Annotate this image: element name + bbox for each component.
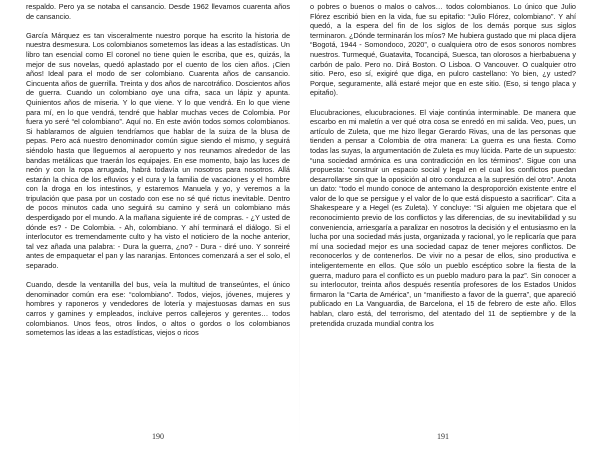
- right-page: [310, 0, 576, 450]
- gutter-divider: [299, 0, 300, 450]
- paragraph: García Márquez es tan visceralmente nuestro porque ha escrito la historia de nuestra desmesura. Los colombianos sometemos las ideas a las estadísticas. Un libro tan esencial como El coronel no tiene quien le escriba, que es, quizás, la mejor de sus novelas, quedó aplastado por el cuento de los cien años. ¡Cien años! Ideal para el modo de ser colombiano. Cuarenta años de cansancio. Cincuenta años de guerrilla. Treinta y dos años de narcotráfico. Doscientos años de guerra. Cuando un colombiano oye una cifra, saca un lápiz y apunta. Quinientos años de miseria. Y lo que viene. Y lo que vendrá. En lo que viene para mí, en lo que vendrá, tendré que hablar muchas veces de Colombia. Por fuera yo seré “el colombiano”. Aquí no. En este avión todos somos colombianos. Si hablaramos de alguien tendríamos que hablar de la suiza de la blusa de pepas. Pero acá nuestro denominador común sigue siendo el mismo, y seguirá siéndolo hasta que lleguemos al aeropuerto y nos reunamos alrededor de las bandas metálicas que traerán los equipajes. En ese momento, bajo las luces de neón y con la ropa arrugada, habrá todavía un nosotros para nosotros. Allá estarán la chica de los efluvios y el cura y la familia de vacaciones y el hombre con la droga en los intestinos, y estaremos Manuela y yo, y veremos a la tripulación que pasa por un costado con ese no sé qué rictus inevitable. Dentro de pocos minutos cada uno seguirá su camino y será un colombiano más desperdigado por el mundo. A la mañana siguiente iré de compras. - ¿Y usted de dónde es? - De Colombia. - Ah, colombiano. Y ahí terminará el diálogo. Si el interlocutor es tremendamente culto y ha visto el noticiero de la noche anterior, tal vez añada una palabra: - Dura la guerra, ¿no? - Dura - diré uno. Y sonreiré antes de empaquetar el pan y las naranjas. Entonces comenzará a ser el solo, el separado.: [26, 30, 290, 271]
- left-page: [26, 0, 290, 450]
- left-page-text: [26, 2, 290, 338]
- paragraph: Cuando, desde la ventanilla del bus, veía la multitud de transeúntes, el único denominador común era ese: “colombiano”. Todos, viejos, jóvenes, mujeres y hombres y raponeros y vendedores de lotería y majestuosas damas en sus carros y gamines y empleados, incluive perros callejeros y gerentes… todos colombianos. Unos feos, otros lindos, o altos o gordos o los colombianos sometemos las ideas a las estadísticas, viejos o ricos: [26, 280, 290, 338]
- page-number: 190: [152, 432, 164, 441]
- page-number: 191: [437, 432, 449, 441]
- paragraph: o pobres o buenos o malos o calvos… todos colombianos. Lo único que Julio Flórez escribió bien en la vida, fue su epitafio: “Julio Flórez, colombiano”. Y ahí quedó, a la espera del fin de los siglos de los demás porque sus siglos terminaron. ¿Dónde terminarán los míos? Me hubiera gustado que mi placa dijera “Bogotá, 1944 - Somondoco, 2020”, o cualquiera otro de esos sonoros nombres nuestros. Turmequé, Guatavita, Tocancipá, Suesca, tan olorosos a hierbabuena y carbón de palo. Pero no. Dirá Boston. O Lisboa. O Vancouver. O cualquier otro sitio. Pero, eso sí, exigiré que diga, en pulcro castellano: Yo bien, ¿y usted? Porque, seguramente, allá estaré mejor que en este sitio. (Eso, si tengo placa y epitafio).: [310, 2, 576, 98]
- paragraph: respaldo. Pero ya se notaba el cansancio. Desde 1962 llevamos cuarenta años de cansancio.: [26, 2, 290, 21]
- paragraph: Elucubraciones, elucubraciones. El viaje continúa interminable. De manera que escarbo en mi maletín a ver qué otra cosa se enredó en mi salida. Veo, pues, un artículo de Zuleta, que me hizo llegar Gerardo Rivas, una de las personas que tienden a pensar a Colombia de otra manera: La guerra es una fiesta. Como todas las suyas, la argumentación de Zuleta es muy lúcida. Parte de un supuesto: “una sociedad armónica es una contradicción en los términos”. Sigue con una propuesta: “construir un espacio social y legal en el cual los conflictos puedan desarrollarse sin que la oposición al otro conduzca a la supresión del otro”. Anota un dato: “todo el mundo conoce de antemano la desproporción existente entre el valor de lo que se persigue y el valor de lo que está dispuesto a sacrificar”. Cita a Shakespeare y a Hegel (es Zuleta). Y concluye: “Si alguien me objetara que el reconocimiento previo de los conflictos y las diferencias, de su inevitabilidad y su conveniencia, arriesgaría a paralizar en nosotros la decisión y el entusiasmo en la lucha por una sociedad más justa, organizada y racional, yo le replicaría que para mí una sociedad mejor es una sociedad capaz de tener mejores conflictos. De reconocerlos y de contenerlos. De vivir no a pesar de ellos, sino productiva e inteligentemente en ellos. Que sólo un pueblo escéptico sobre la fiesta de la guerra, maduro para el conflicto es un pueblo maduro para la paz”. Sin conocer a su interlocutor, treinta años después resentía profesores de los Estados Unidos firmaron la “Carta de América”, un “manifiesto a favor de la guerra”, que apareció publicado en La Vanguardia, de Barcelona, el 15 de febrero de este año. Ellos hablan, claro está, del terrorismo, del atentado del 11 de septiembre y de la pretendida cruzada mundial contra los: [310, 107, 576, 328]
- right-page-text: [310, 2, 576, 328]
